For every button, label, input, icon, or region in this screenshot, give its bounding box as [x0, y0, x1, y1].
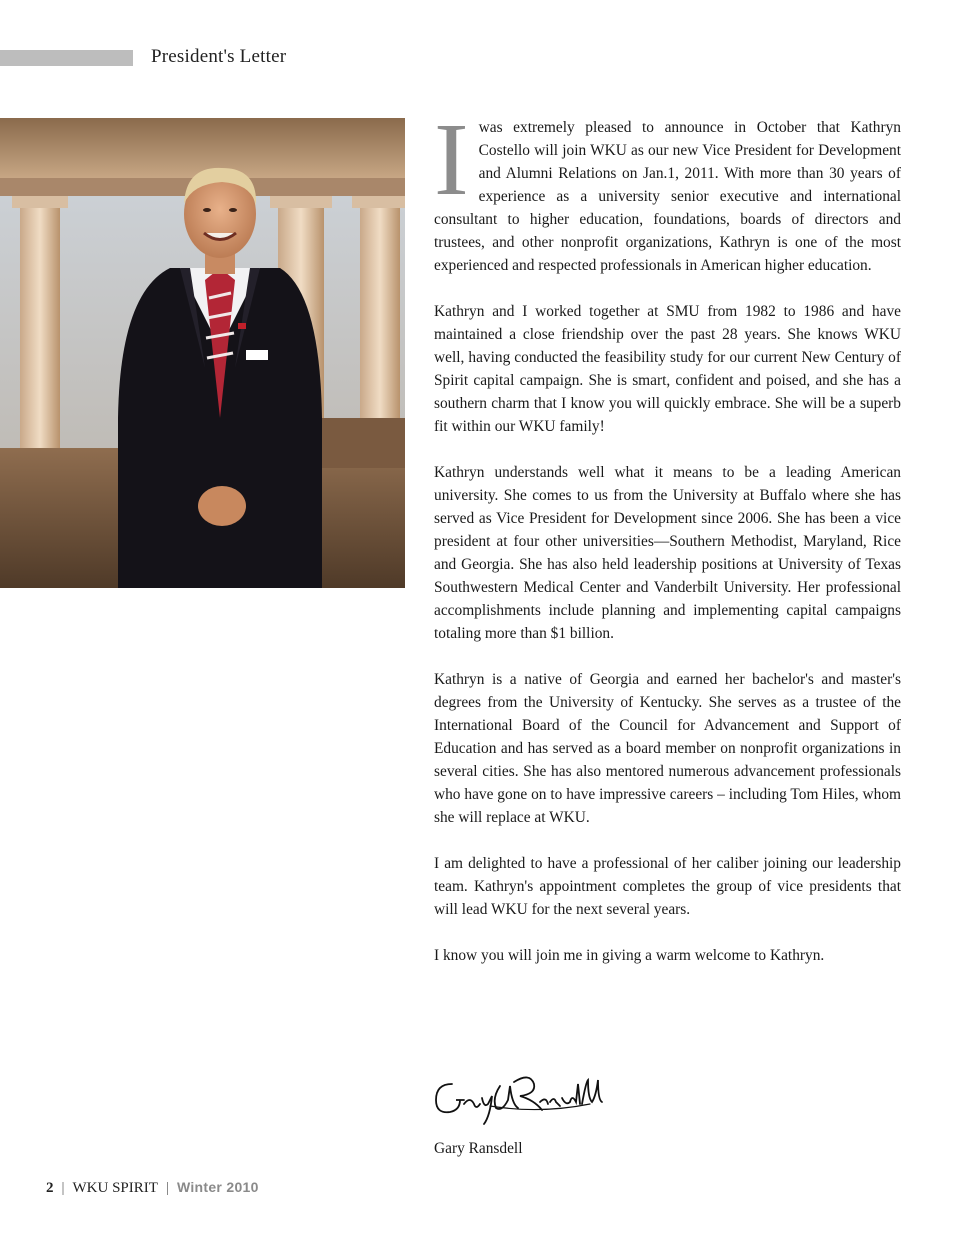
paragraph-5: I am delighted to have a professional of her caliber joining our leadership team. Kathryn's appointment completes the group of vice presidents that will lead WKU for the next several years. — [434, 855, 901, 918]
footer-separator-2: | — [165, 1180, 169, 1196]
paragraph-1-text: was extremely pleased to announce in October that Kathryn Costello will join WKU as our new Vice President for Development and Alumni Relations on Jan.1, 2011. With more than 30 years of experience as a university senior executive and international consultant to higher education, foundations, boards of directors and trustees, and other nonprofit organizations, Kathryn is one of the most experienced and respected professionals in American higher education. — [434, 119, 901, 274]
paragraph-2: Kathryn and I worked together at SMU from 1982 to 1986 and have maintained a close friendship over the past 28 years. She knows WKU well, having conducted the feasibility study for our current New Century of Spirit capital campaign. She is smart, confident and poised, and she has a southern charm that I know you will quickly embrace. She will be a superb fit within our WKU family! — [434, 303, 901, 435]
drop-cap: I — [434, 102, 469, 217]
page-footer — [46, 1179, 259, 1197]
president-photo — [0, 118, 405, 588]
paragraph-4: Kathryn is a native of Georgia and earned her bachelor's and master's degrees from the University of Kentucky. She serves as a trustee of the International Board of the Council for Advancement and Support of Education and has served as a board member on nonprofit organizations in several cities. She has also mentored numerous advancement professionals who have gone on to have impressive careers – including Tom Hiles, whom she will replace at WKU. — [434, 671, 901, 826]
paragraph-6: I know you will join me in giving a warm welcome to Kathryn. — [434, 947, 825, 964]
photo-illustration — [0, 118, 405, 588]
signer-name: Gary Ransdell — [434, 1140, 523, 1157]
handwritten-signature — [430, 1068, 605, 1128]
section-title: President's Letter — [151, 46, 287, 67]
letter-body — [434, 102, 901, 990]
page-number: 2 — [46, 1180, 54, 1196]
header-bar — [0, 50, 133, 66]
paragraph-3: Kathryn understands well what it means to be a leading American university. She comes to us from the University at Buffalo where she has served as Vice President for Development since 2006. She has been a vice president at four other universities—Southern Methodist, Maryland, Rice and Georgia. She has also held leadership positions at University of Texas Southwestern Medical Center and Vanderbilt University. Her professional accomplishments include planning and implementing capital campaigns totaling more than $1 billion. — [434, 464, 901, 642]
publication-name: WKU SPIRIT — [72, 1180, 158, 1196]
issue-label: Winter 2010 — [176, 1179, 259, 1195]
paragraph-1 — [434, 102, 901, 277]
footer-separator: | — [61, 1180, 65, 1196]
